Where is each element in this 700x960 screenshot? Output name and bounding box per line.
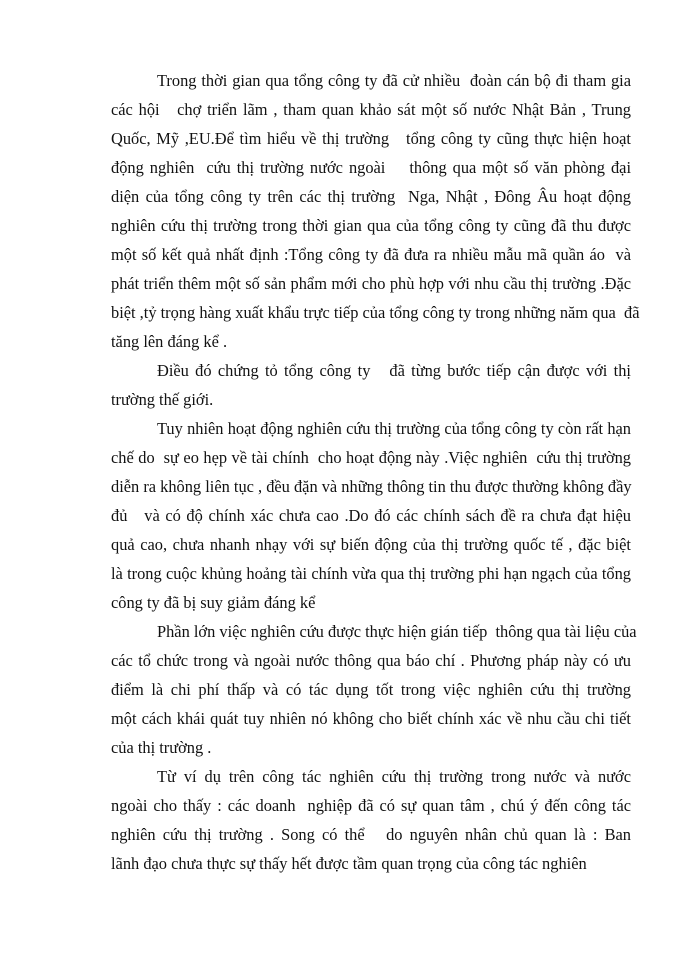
text-line: phát triển thêm một số sản phẩm mới cho phù hợp với nhu cầu thị trường .Đặc (111, 274, 631, 293)
paragraph (111, 66, 640, 356)
paragraph (111, 356, 631, 414)
text-line: trường thế giới. (111, 390, 214, 409)
text-line: ngoài cho thấy : các doanh nghiệp đã có sự quan tâm , chú ý đến công tác (111, 796, 631, 815)
text-line: các hội chợ triển lãm , tham quan khảo sát một số nước Nhật Bản , Trung (111, 100, 631, 119)
text-line: một cách khái quát tuy nhiên nó không cho biết chính xác về nhu cầu chi tiết (111, 709, 631, 728)
text-line: một số kết quả nhất định :Tổng công ty đã đưa ra nhiều mẫu mã quần áo và (111, 245, 631, 264)
text-line: Từ ví dụ trên công tác nghiên cứu thị trường trong nước và nước (157, 767, 631, 786)
paragraph (111, 414, 631, 617)
text-line: Điều đó chứng tỏ tổng công ty đã từng bước tiếp cận được với thị (157, 361, 631, 380)
paragraph (111, 762, 631, 878)
text-line: tăng lên đáng kể . (111, 332, 228, 351)
text-line: Phần lớn việc nghiên cứu được thực hiện gián tiếp thông qua tài liệu của (157, 622, 637, 641)
document-body (111, 66, 640, 878)
text-line: công ty đã bị suy giảm đáng kể (111, 593, 316, 612)
text-line: Quốc, Mỹ ,EU.Để tìm hiểu về thị trường tổng công ty cũng thực hiện hoạt (111, 129, 631, 148)
text-line: đủ và có độ chính xác chưa cao .Do đó các chính sách đề ra chưa đạt hiệu (111, 506, 631, 525)
paragraph (111, 617, 637, 762)
text-line: Trong thời gian qua tổng công ty đã cử nhiều đoàn cán bộ đi tham gia (157, 71, 631, 90)
text-line: chế do sự eo hẹp về tài chính cho hoạt động này .Việc nghiên cứu thị trường (111, 448, 631, 467)
text-line: nghiên cứu thị trường . Song có thể do nguyên nhân chủ quan là : Ban (111, 825, 631, 844)
text-line: Tuy nhiên hoạt động nghiên cứu thị trường của tổng công ty còn rất hạn (157, 419, 631, 438)
text-line: điểm là chi phí thấp và có tác dụng tốt trong việc nghiên cứu thị trường (111, 680, 631, 699)
text-line: biệt ,tỷ trọng hàng xuất khẩu trực tiếp của tổng công ty trong những năm qua đã (111, 303, 640, 322)
text-line: nghiên cứu thị trường trong thời gian qua của tổng công ty cũng đã thu được (111, 216, 631, 235)
text-line: diễn ra không liên tục , đều đặn và những thông tin thu được thường không đầy (111, 477, 632, 496)
text-line: động nghiên cứu thị trường nước ngoài thông qua một số văn phòng đại (111, 158, 631, 177)
text-line: là trong cuộc khủng hoảng tài chính vừa qua thị trường phi hạn ngạch của tổng (111, 564, 631, 583)
text-line: lãnh đạo chưa thực sự thấy hết được tầm quan trọng của công tác nghiên (111, 854, 587, 873)
text-line: diện của tổng công ty trên các thị trường Nga, Nhật , Đông Âu hoạt động (111, 187, 631, 206)
text-line: của thị trường . (111, 738, 212, 757)
text-line: các tổ chức trong và ngoài nước thông qua báo chí . Phương pháp này có ưu (111, 651, 631, 670)
text-line: quả cao, chưa nhanh nhạy với sự biến động của thị trường quốc tế , đặc biệt (111, 535, 631, 554)
